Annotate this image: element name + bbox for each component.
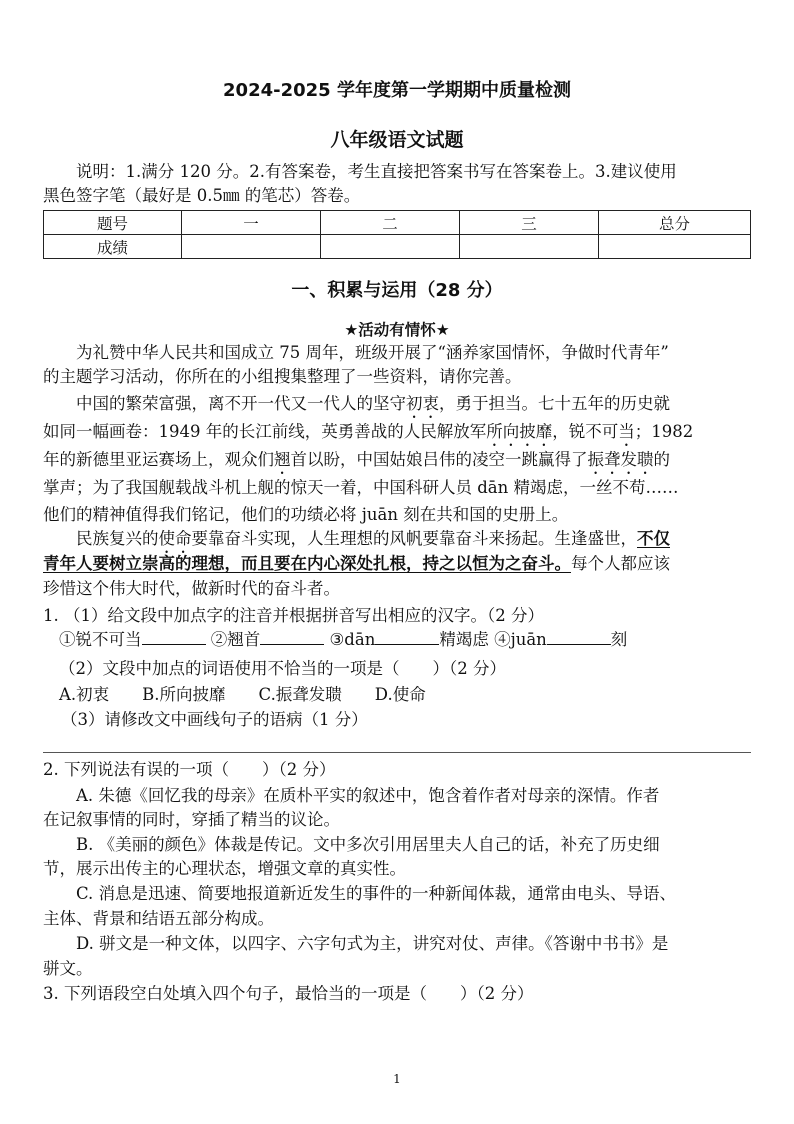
option-line: C. 消息是迅速、简要地报道新近发生的事件的一种新闻体裁，通常由电头、导语、 [76, 884, 677, 903]
option-line: 骈文。 [43, 959, 93, 978]
text-run: ②翘首 [210, 630, 261, 649]
text-run: ；1982 [634, 422, 694, 441]
paragraph-line: 珍惜这个伟大时代，做新时代的奋斗者。 [43, 579, 340, 598]
question-1-stem: 1. （1）给文段中加点字的注音并根据拼音写出相应的汉字。（2 分） [43, 606, 544, 625]
question-2-stem: 2. 下列说法有误的一项（ ）（2 分） [43, 760, 336, 779]
answer-blank[interactable] [142, 630, 206, 645]
page-number: 1 [393, 1072, 401, 1086]
table-cell: 题号 [44, 211, 182, 235]
dotted-word: 翘 [274, 450, 291, 469]
text-run: 精竭虑 ④juān [439, 630, 547, 649]
paragraph-line [43, 448, 751, 478]
instructions-line-2: 黑色签字笔（最好是 0.5㎜ 的笔芯）答卷。 [43, 186, 361, 205]
dotted-word: 当 [618, 422, 635, 441]
text-run: ③dān [329, 630, 376, 649]
text-run: 要靠奋斗实现，人生理想的风帆要靠奋斗来扬起。生逢盛世， [191, 529, 637, 548]
exam-title: 2024-2025 学年度第一学期期中质量检测 [223, 80, 571, 101]
table-cell: 一 [182, 211, 321, 235]
answer-line[interactable] [43, 752, 751, 753]
section-heading: 一、积累与运用（28 分） [291, 280, 503, 301]
question-1-options: A.初衷 B.所向披靡 C.振聋发聩 D.使命 [59, 685, 426, 704]
dotted-word: 初衷 [406, 394, 439, 413]
option-line: 在记叙事情的同时，穿插了精当的议论。 [43, 810, 340, 829]
table-cell: 三 [460, 211, 599, 235]
instructions-line-1: 说明：1.满分 120 分。2.有答案卷，考生直接把答案书写在答案卷上。3.建议使用 [76, 162, 677, 181]
table-cell: 总分 [599, 211, 751, 235]
table-cell: 成绩 [44, 235, 182, 259]
table-cell: 二 [321, 211, 460, 235]
paragraph-line [43, 552, 751, 576]
underlined-sentence: 不仅 [637, 529, 670, 548]
answer-blank[interactable] [260, 630, 324, 645]
dotted-word: 振聋发聩 [587, 450, 654, 469]
text-run: 如同一幅画卷：1949 年的长江前线，英勇善战的人民解放军 [43, 422, 487, 441]
text-run: ，勇于担当。七十五年的历史就 [439, 394, 670, 413]
exam-subtitle: 八年级语文试题 [330, 129, 464, 151]
text-run: 的 [653, 450, 670, 469]
score-table-row [44, 211, 751, 235]
paragraph-line: 掌声；为了我国舰载战斗机上舰的惊天一着，中国科研人员 dān 精竭虑，一丝不苟…… [43, 478, 679, 497]
question-1-sub-2: （2）文段中加点的词语使用不恰当的一项是（ ）（2 分） [59, 659, 506, 678]
score-table [43, 210, 751, 259]
option-line: 主体、背景和结语五部分构成。 [43, 909, 274, 928]
option-line: A. 朱德《回忆我的母亲》在质朴平实的叙述中，饱含着作者对母亲的深情。作者 [76, 786, 660, 805]
text-run: 每个人都应该 [571, 554, 670, 573]
question-1-fill-line [59, 628, 767, 652]
paragraph-line: 为礼赞中华人民共和国成立 75 周年，班级开展了“涵养家国情怀，争做时代青年” [76, 343, 669, 362]
score-table-row [44, 235, 751, 259]
question-1-sub-3: （3）请修改文中画线句子的语病（1 分） [61, 710, 368, 729]
score-input-cell [321, 235, 460, 259]
paragraph-line [43, 420, 751, 450]
score-input-cell [599, 235, 751, 259]
dotted-word: 使命 [158, 529, 192, 548]
text-run: 中国的繁荣富强，离不开一代又一代人的坚守 [76, 394, 406, 413]
paragraph-line: 他们的精神值得我们铭记，他们的功绩必将 juān 刻在共和国的史册上。 [43, 505, 569, 524]
paragraph-line: 的主题学习活动，你所在的小组搜集整理了一些资料，请你完善。 [43, 367, 522, 386]
text-run: 民族复兴的 [76, 529, 159, 548]
dotted-word: 所向披靡 [486, 422, 553, 441]
text-run: 刻 [610, 630, 628, 649]
option-line: D. 骈文是一种文体，以四字、六字句式为主，讲究对仗、声律。《答谢中书书》是 [76, 934, 669, 953]
question-3-stem: 3. 下列语段空白处填入四个句子，最恰当的一项是（ ）（2 分） [43, 984, 534, 1003]
text-run: 年的新德里亚运赛场上，观众们 [43, 450, 274, 469]
score-input-cell [460, 235, 599, 259]
option-line: B. 《美丽的颜色》体裁是传记。文中多次引用居里夫人自己的话，补充了历史细 [76, 835, 660, 854]
underlined-sentence: 青年人要树立崇高的理想，而且要在内心深处扎根，持之以恒为之奋斗。 [43, 554, 571, 573]
answer-blank[interactable] [375, 630, 439, 645]
answer-blank[interactable] [547, 630, 611, 645]
option-line: 节，展示出传主的心理状态，增强文章的真实性。 [43, 859, 406, 878]
text-run: 首以盼，中国姑娘吕伟的凌空一跳赢得了 [290, 450, 588, 469]
activity-heading: ★活动有情怀★ [344, 321, 450, 339]
text-run: ，锐不可 [552, 422, 619, 441]
score-input-cell [182, 235, 321, 259]
text-run: ①锐不可当 [59, 630, 142, 649]
paragraph-line [43, 392, 751, 422]
